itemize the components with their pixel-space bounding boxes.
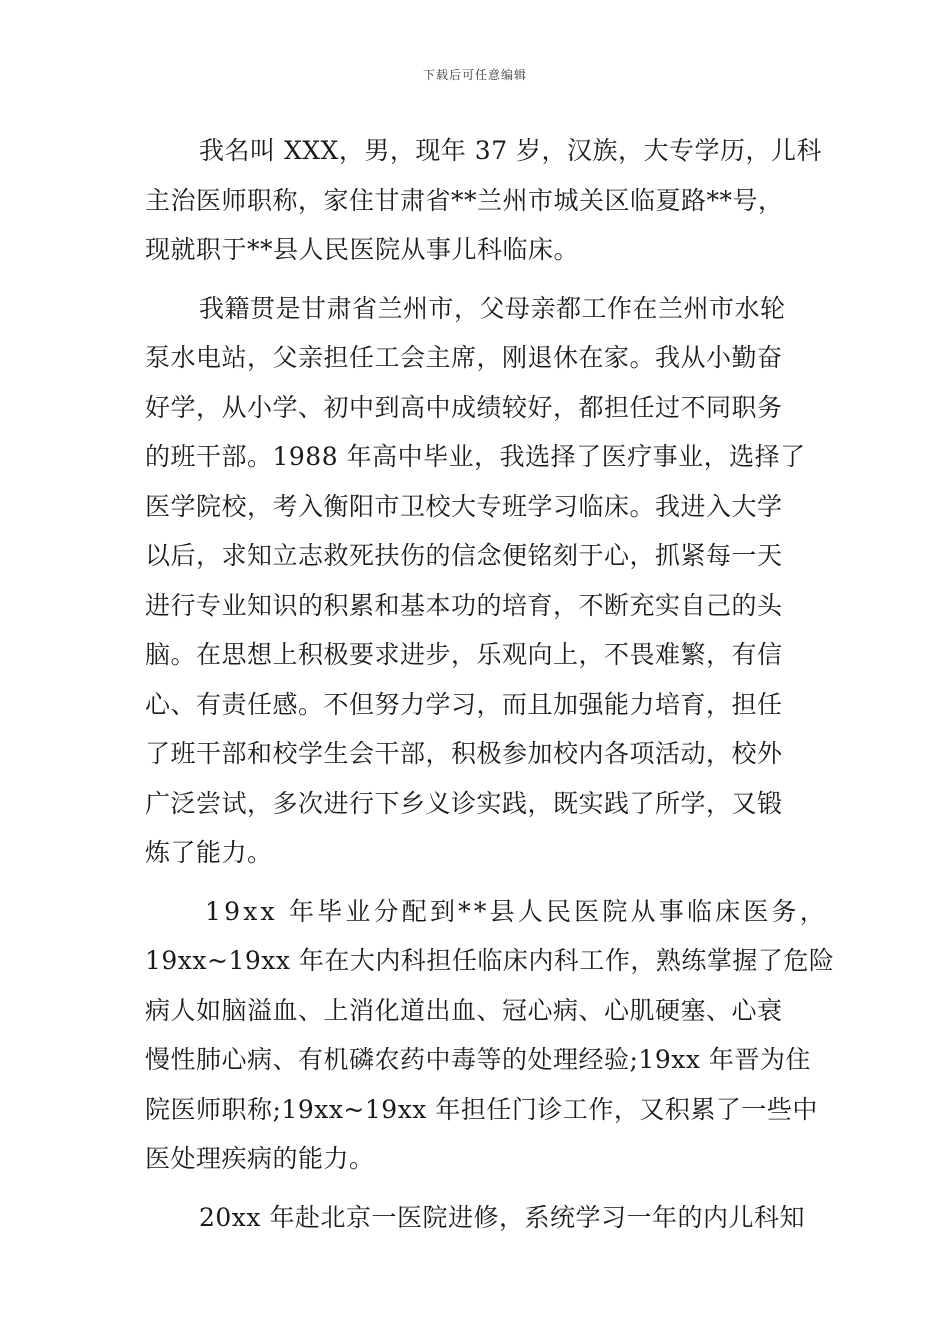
text-line: 我籍贯是甘肃省兰州市，父母亲都工作在兰州市水轮 [199,293,786,323]
text-line: 炼了能力。 [145,838,273,867]
text-line: 进行专业知识的积累和基本功的培育，不断充实自己的头 [145,590,783,620]
text-line: 的班干部。1988 年高中毕业，我选择了医疗事业，选择了 [145,442,806,471]
text-line: 泵水电站，父亲担任工会主席，刚退休在家。我从小勤奋 [145,343,783,372]
paragraph-4 [145,1193,815,1243]
text-line: 19xx 年毕业分配到**县人民医院从事临床医务， [205,896,828,926]
text-line: 病人如脑溢血、上消化道出血、冠心病、心肌硬塞、心衰 [145,995,783,1025]
text-line: 慢性肺心病、有机磷农药中毒等的处理经验;19xx 年晋为住 [145,1045,811,1074]
paragraph-2 [145,284,815,878]
text-line: 脑。在思想上积极要求进步，乐观向上，不畏难繁，有信 [145,640,783,669]
text-line: 了班干部和校学生会干部，积极参加校内各项活动，校外 [145,739,783,768]
text-line: 主治医师职称，家住甘肃省**兰州市城关区临夏路**号， [145,185,784,215]
text-line: 我名叫 XXX，男，现年 37 岁，汉族，大专学历，儿科 [199,136,823,165]
paragraph-3 [145,887,835,1184]
text-line: 19xx~19xx 年在大内科担任临床内科工作，熟练掌握了危险 [145,946,835,975]
text-line: 心、有责任感。不但努力学习，而且加强能力培育，担任 [145,689,783,719]
text-line: 院医师职称;19xx~19xx 年担任门诊工作，又积累了一些中 [145,1094,818,1124]
text-line: 现就职于**县人民医院从事儿科临床。 [145,235,580,264]
text-line: 医学院校，考入衡阳市卫校大专班学习临床。我进入大学 [145,491,783,521]
text-line: 广泛尝试，多次进行下乡义诊实践，既实践了所学，又锻 [145,788,783,818]
text-line: 好学，从小学、初中到高中成绩较好，都担任过不同职务 [145,392,783,422]
document-body [145,126,835,1242]
paragraph-1 [145,126,823,275]
text-line: 20xx 年赴北京一医院进修，系统学习一年的内儿科知 [199,1202,805,1232]
text-line: 以后，求知立志救死扶伤的信念便铭刻于心，抓紧每一天 [145,541,783,570]
page-header: 下载后可任意编辑 [422,68,527,82]
text-line: 医处理疾病的能力。 [145,1144,375,1173]
